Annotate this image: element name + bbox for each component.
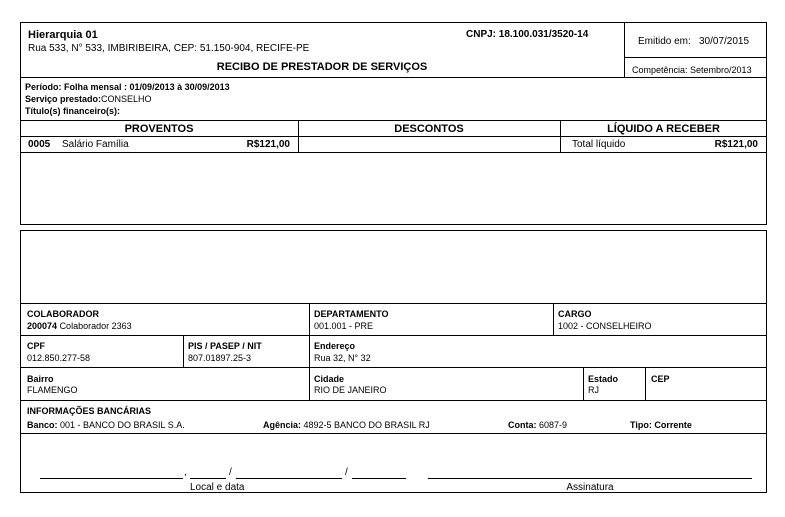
provento-desc: Salário Família <box>62 139 129 150</box>
cargo-label: CARGO <box>558 309 592 319</box>
liquido-value: R$121,00 <box>714 139 758 150</box>
estado-label: Estado <box>588 374 619 384</box>
document-title: RECIBO DE PRESTADOR DE SERVIÇOS <box>216 61 428 73</box>
day-line <box>190 478 226 479</box>
cep-divider <box>645 367 646 400</box>
cpf-value: 012.850.277-58 <box>27 353 91 363</box>
conta-value: 6087-9 <box>539 420 568 430</box>
colaborador-id: 200074 <box>27 321 58 331</box>
provento-code: 0005 <box>28 139 51 150</box>
tipo-value: Corrente <box>654 420 692 430</box>
colab-divider-2 <box>553 303 554 335</box>
company-address: Rua 533, N° 533, IMBIRIBEIRA, CEP: 51.150-904, RECIFE-PE <box>28 43 310 54</box>
periodo-row <box>25 81 230 93</box>
liquido-label: Total líquido <box>572 139 626 150</box>
banco-value: 001 - BANCO DO BRASIL S.A. <box>60 420 185 430</box>
header-divider-right <box>624 57 767 58</box>
banco-row <box>27 419 185 431</box>
servico-row <box>25 93 152 105</box>
departamento-label: DEPARTAMENTO <box>314 309 389 319</box>
estado-value: RJ <box>588 385 599 395</box>
servico-value: CONSELHO <box>101 94 152 104</box>
header-bottom-line <box>20 77 767 78</box>
header-divider-vertical <box>624 22 625 78</box>
pis-value: 807.01897.25-3 <box>188 353 252 363</box>
tipo-row <box>630 419 692 431</box>
periodo-value: Folha mensal : 01/09/2013 à 30/09/2013 <box>64 82 230 92</box>
table-row-bottom <box>20 152 767 153</box>
local-line <box>40 478 183 479</box>
table-header-top <box>20 120 767 121</box>
estado-divider <box>583 367 584 400</box>
colaborador-label: COLABORADOR <box>27 309 99 319</box>
provento-value: R$121,00 <box>246 139 290 150</box>
col-liquido: LÍQUIDO A RECEBER <box>607 123 720 135</box>
conta-row <box>508 419 567 431</box>
cep-label: CEP <box>651 374 670 384</box>
year-line <box>352 478 406 479</box>
cidade-label: Cidade <box>314 374 345 384</box>
table-header-bottom <box>20 136 767 137</box>
endereco-value: Rua 32, N° 32 <box>314 353 371 363</box>
colab-row1-bottom <box>20 335 767 336</box>
cidade-value: RIO DE JANEIRO <box>314 385 387 395</box>
colab-top-line <box>20 303 767 304</box>
company-name: Hierarquia 01 <box>28 29 98 41</box>
agencia-row <box>263 419 430 431</box>
assinatura-line <box>428 478 752 479</box>
titulos-label: Título(s) financeiro(s): <box>25 106 120 116</box>
banco-bottom <box>20 433 767 434</box>
departamento-value: 001.001 - PRE <box>314 321 374 331</box>
colab-row3-bottom <box>20 400 767 401</box>
colaborador-row <box>27 320 132 332</box>
col-descontos: DESCONTOS <box>394 123 464 135</box>
company-cnpj: CNPJ: 18.100.031/3520-14 <box>466 29 589 40</box>
agencia-label: Agência: <box>263 420 302 430</box>
cidade-divider <box>309 367 310 400</box>
periodo-label: Período: <box>25 82 62 92</box>
pis-label: PIS / PASEP / NIT <box>188 341 262 351</box>
colaborador-name: Colaborador 2363 <box>59 321 132 331</box>
bairro-value: FLAMENGO <box>27 385 78 395</box>
cargo-value: 1002 - CONSELHEIRO <box>558 321 652 331</box>
agencia-value: 4892-5 BANCO DO BRASIL RJ <box>303 420 430 430</box>
colab-row2-bottom <box>20 367 767 368</box>
emitido-value: 30/07/2015 <box>699 36 750 47</box>
month-line <box>236 478 342 479</box>
local-data-label: Local e data <box>190 482 245 493</box>
col-proventos: PROVENTOS <box>124 123 194 135</box>
conta-label: Conta: <box>508 420 537 430</box>
cpf-divider <box>183 335 184 367</box>
banco-label: Banco: <box>27 420 58 430</box>
competencia: Competência: Setembro/2013 <box>632 65 752 75</box>
endereco-label: Endereço <box>314 341 356 351</box>
slash-2: / <box>345 467 348 478</box>
receipt-bottom-box <box>20 230 767 493</box>
cpf-label: CPF <box>27 341 45 351</box>
banco-section-label: INFORMAÇÕES BANCÁRIAS <box>27 406 152 416</box>
emitido-label: Emitido em: <box>638 36 691 47</box>
tipo-label: Tipo: <box>630 420 652 430</box>
assinatura-label: Assinatura <box>566 482 614 493</box>
comma: , <box>184 467 187 478</box>
servico-label: Serviço prestado: <box>25 94 102 104</box>
slash-1: / <box>229 467 232 478</box>
bairro-label: Bairro <box>27 374 54 384</box>
